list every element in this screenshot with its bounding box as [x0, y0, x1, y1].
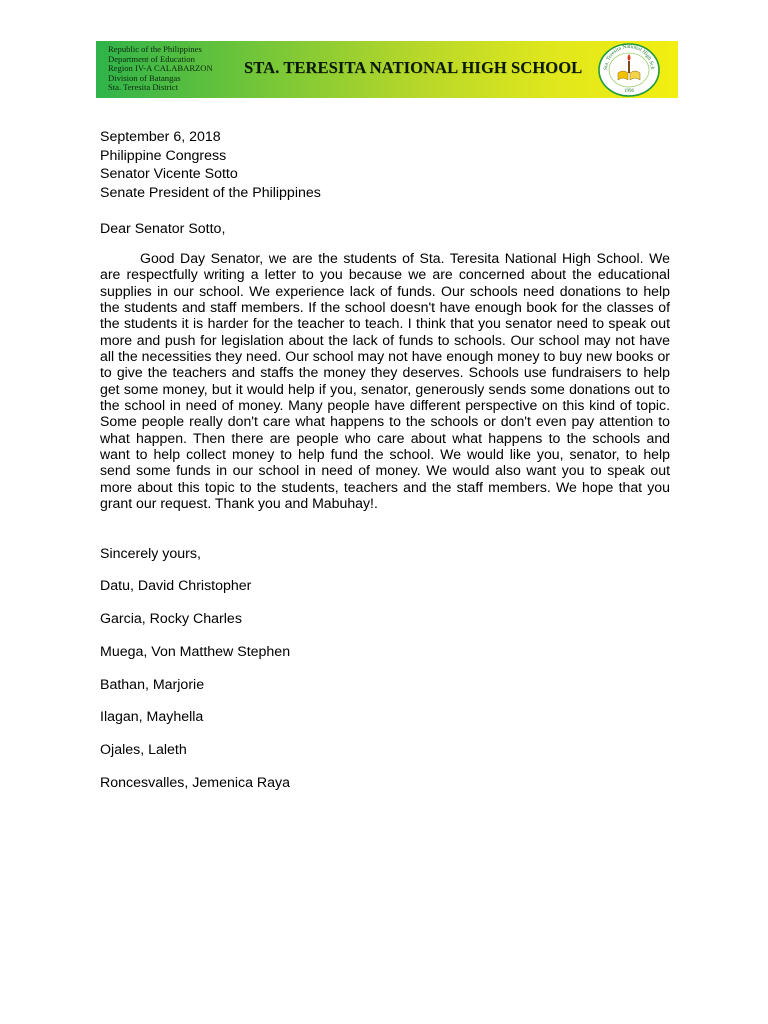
signatory-name: Roncesvalles, Jemenica Raya [100, 774, 291, 791]
agency-line: Department of Education [108, 53, 195, 64]
salutation: Dear Senator Sotto, [100, 221, 226, 238]
agency-line: Division of Batangas [108, 72, 181, 83]
signatory-name: Muega, Von Matthew Stephen [100, 643, 291, 660]
recipient-line: Senator Vicente Sotto [100, 166, 238, 183]
letter-date: September 6, 2018 [100, 129, 221, 145]
school-seal-icon [597, 43, 661, 97]
letterhead-banner [96, 41, 678, 98]
agency-block [108, 45, 213, 93]
agency-line: Region IV-A CALABARZON [108, 63, 213, 74]
signatory-name: Bathan, Marjorie [100, 676, 205, 693]
seal-ring-text: Sta. Teresita National High Sch [602, 43, 656, 71]
agency-line: Republic of the Philippines [108, 44, 202, 54]
recipient-line: Senate President of the Philippines [100, 184, 321, 201]
signatory-name: Garcia, Rocky Charles [100, 611, 242, 628]
agency-line: Sta. Teresita District [108, 82, 179, 93]
seal-year: 1996 [624, 89, 634, 94]
signatory-name: Ojales, Laleth [100, 741, 187, 758]
letter-body [100, 128, 670, 806]
recipient-line: Philippine Congress [100, 147, 227, 164]
signatory-list [100, 577, 670, 791]
body-paragraph: Good Day Senator, we are the students of Sta. Teresita National High School. We are respectfully writing a letter to you because we are concerned about the educational supplies in our school. We experience lack of funds. Our schools need donations to help the students and staff members. If the school doesn't have enough book for the classes of the students it is harder for the teacher to teach. I think that you senator need to speak out more and push for legislation about the lack of funds to schools. Our school may not have all the necessities they need. Our school may not have enough money to buy new books or to give the teachers and staffs the money they deserves. Schools use fundraisers to help get some money, but it would help if you, senator, generously sends some donations out to the school in need of money. Many people have different perspective on this kind of topic. Some people really don't care what happens to the schools or don't even pay attention to what happen. Then there are people who care about what happens to the schools and want to help collect money to help fund the school. We would like you, senator, to help send some funds in our school in need of money. We would also want you to speak out more about this topic to the students, teachers and the staff members. We hope that you grant our request. Thank you and Mabuhay!. [100, 249, 670, 512]
signatory-name: Datu, David Christopher [100, 578, 252, 595]
signatory-name: Ilagan, Mayhella [100, 709, 204, 726]
school-name: STA. TERESITA NATIONAL HIGH SCHOOL [244, 58, 583, 77]
closing: Sincerely yours, [100, 546, 201, 563]
